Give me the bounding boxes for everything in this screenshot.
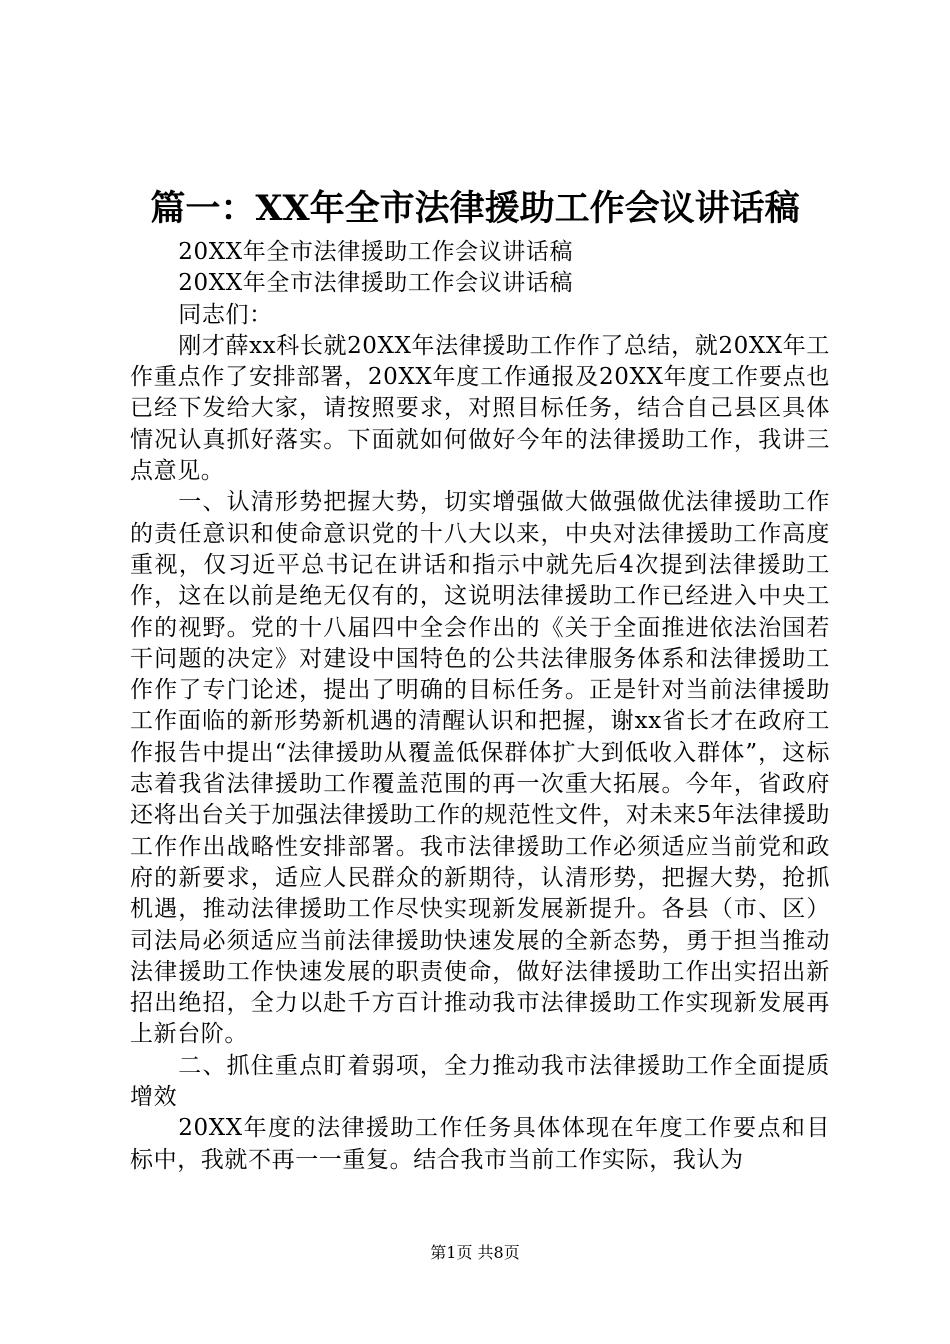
body-paragraph: 20XX年度的法律援助工作任务具体体现在年度工作要点和目标中，我就不再一一重复。结合我市当前工作实际，我认为 <box>130 1115 830 1173</box>
subtitle-line: 20XX年全市法律援助工作会议讲话稿 <box>178 239 574 265</box>
section-heading: 二、抓住重点盯着弱项，全力推动我市法律援助工作全面提质增效 <box>130 1052 830 1111</box>
salutation: 同志们： <box>178 301 273 328</box>
body-paragraph: 刚才薛xx科长就20XX年法律援助工作作了总结，就20XX年工作重点作了安排部署，20XX年度工作通报及20XX年度工作要点也已经下发给大家，请按照要求，对照目标任务，结合自己县区具体情况认真抓好落实。下面就如何做好今年的法律援助工作，我讲三点意见。 <box>130 332 830 485</box>
document-body <box>130 237 830 1176</box>
body-paragraph: 一、认清形势把握大势，切实增强做大做强做优法律援助工作的责任意识和使命意识党的十八大以来，中央对法律援助工作高度重视，仅习近平总书记在讲话和指示中就先后4次提到法律援助工作，这在以前是绝无仅有的，这说明法律援助工作已经进入中央工作的视野。党的十八届四中全会作出的《关于全面推进依法治国若干问题的决定》对建设中国特色的公共法律服务体系和法律援助工作作了专门论述，提出了明确的目标任务。正是针对当前法律援助工作面临的新形势新机遇的清醒认识和把握，谢xx省长才在政府工作报告中提出“法律援助从覆盖低保群体扩大到低收入群体”，这标志着我省法律援助工作覆盖范围的再一次重大拓展。今年，省政府还将出台关于加强法律援助工作的规范性文件，对未来5年法律援助工作作出战略性安排部署。我市法律援助工作必须适应当前党和政府的新要求，适应人民群众的新期待，认清形势，把握大势，抢抓机遇，推动法律援助工作尽快实现新发展新提升。各县（市、区）司法局必须适应当前法律援助快速发展的全新态势，勇于担当推动法律援助工作快速发展的职责使命，做好法律援助工作出实招出新招出绝招，全力以赴千方百计推动我市法律援助工作实现新发展再上新台阶。 <box>130 489 830 1048</box>
document-title: 篇一：XX年全市法律援助工作会议讲话稿 <box>150 188 800 229</box>
subtitle-line: 20XX年全市法律援助工作会议讲话稿 <box>178 270 574 297</box>
page-footer: 第1页 共8页 <box>430 1243 520 1262</box>
